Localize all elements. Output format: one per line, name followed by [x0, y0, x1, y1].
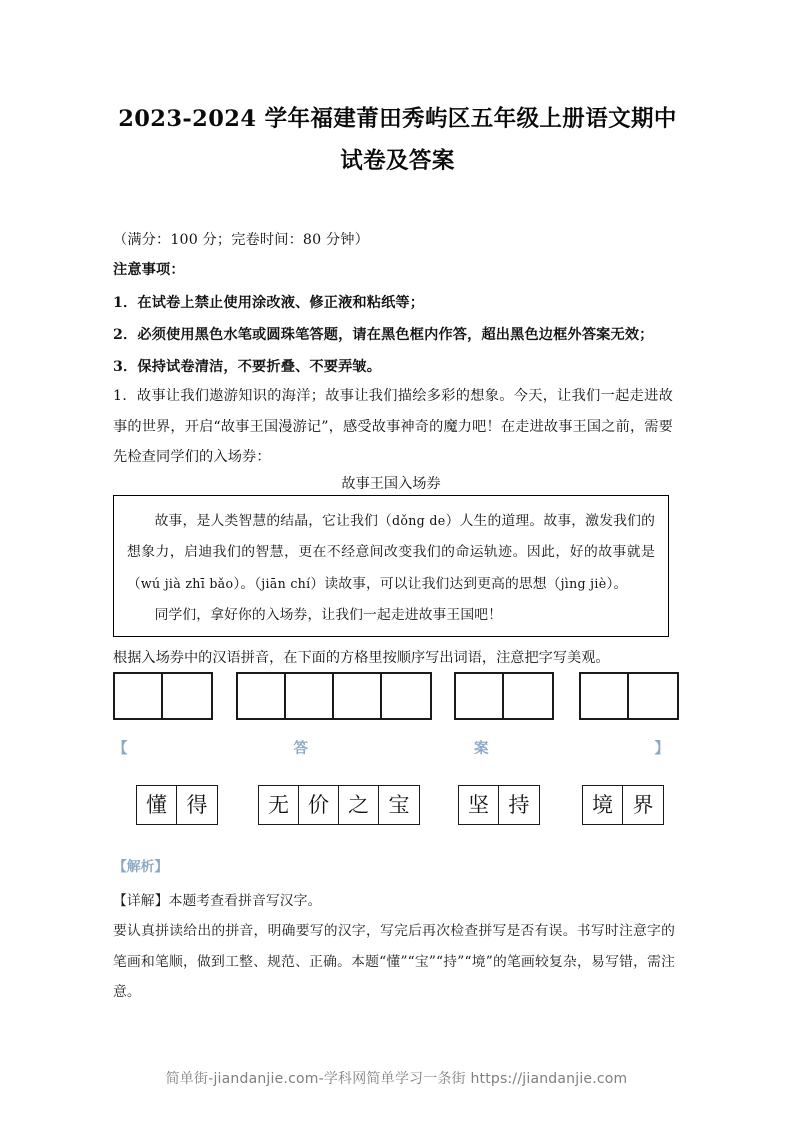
ticket-text-a: 故事，是人类智慧的结晶，它让我们（	[154, 513, 393, 529]
ticket-heading: 故事王国入场券	[341, 476, 441, 492]
blank-cell[interactable]	[286, 674, 334, 718]
ticket-paragraph-2: 同学们，拿好你的入场券，让我们一起走进故事王国吧！	[154, 607, 503, 623]
answer-label-char-2: 案	[474, 740, 489, 757]
answer-label-band	[113, 738, 669, 760]
answer-grid-row	[113, 785, 679, 825]
ticket-text-e: ）。	[606, 576, 628, 592]
ticket-text-c: ）。（	[233, 576, 262, 592]
notice-heading: 注意事项：	[113, 262, 185, 278]
answer-cell: 懂	[137, 786, 177, 824]
explanation-line-1: 【详解】本题考查看拼音写汉字。	[113, 893, 322, 909]
pinyin-jian-chi: jiān chí	[261, 576, 311, 591]
answer-bracket-left: 【	[113, 740, 128, 757]
notice-item-3: 3．保持试卷清洁，不要折叠、不要弄皱。	[113, 359, 382, 375]
answer-grid-group-1	[136, 785, 218, 825]
pinyin-jing-jie: jìng jiè	[560, 576, 607, 591]
blank-cell[interactable]	[238, 674, 286, 718]
answer-label-char-1: 答	[293, 740, 308, 757]
page-title: 2023-2024 学年福建莆田秀屿区五年级上册语文期中试卷及答案	[118, 106, 677, 174]
question-1-stem: 1．故事让我们遨游知识的海洋；故事让我们描绘多彩的想象。今天，让我们一起走进故事的世界，开启“故事王国漫游记”，感受故事神奇的魔力吧！在走进故事王国之前，需要先检查同学们的入场券：	[113, 388, 673, 465]
ticket-text-b: ）人生的道理。故事，激发我们的想象力，启迪我们的智慧，更在不经意间改变我们的命运轨迹。因此，好的故事就是（	[127, 513, 656, 592]
answer-cell: 价	[299, 786, 339, 824]
blank-cell[interactable]	[382, 674, 430, 718]
answer-grid-group-3	[458, 785, 540, 825]
blank-cell[interactable]	[629, 674, 677, 718]
blank-grid-group-2[interactable]	[236, 672, 432, 720]
answer-bracket-right: 】	[654, 740, 669, 757]
blank-cell[interactable]	[334, 674, 382, 718]
notice-item-1: 1．在试卷上禁止使用涂改液、修正液和粘纸等；	[113, 295, 425, 311]
pinyin-dong-de: dǒng de	[392, 513, 446, 528]
answer-grid-group-2	[258, 785, 420, 825]
explanation-heading: 【解析】	[113, 859, 169, 875]
answer-cell: 得	[186, 792, 208, 817]
answer-grid-group-4	[582, 785, 664, 825]
blank-grid-group-4[interactable]	[579, 672, 679, 720]
answer-cell: 无	[259, 786, 299, 824]
answer-cell: 持	[508, 792, 530, 817]
answer-cell: 界	[632, 792, 654, 817]
blank-cell[interactable]	[163, 674, 211, 718]
blank-cell[interactable]	[504, 674, 552, 718]
answer-cell: 之	[339, 786, 379, 824]
explanation-line-2: 要认真拼读给出的拼音，明确要写的汉字，写完后再次检查拼写是否有误。书写时注意字的笔画和笔顺，做到工整、规范、正确。本题“懂”“宝”“持”“境”的笔画较复杂，易写错，需注意。	[113, 923, 675, 1000]
answer-cell: 境	[583, 786, 623, 824]
blank-grid-row	[113, 672, 679, 720]
ticket-text-d: ）读故事，可以让我们达到更高的思想（	[310, 576, 561, 592]
blank-cell[interactable]	[581, 674, 629, 718]
blank-cell[interactable]	[115, 674, 163, 718]
blank-grid-group-1[interactable]	[113, 672, 213, 720]
score-time-line: （满分：100 分；完卷时间：80 分钟）	[113, 232, 369, 248]
ticket-paragraph-1	[127, 505, 655, 600]
grid-instruction: 根据入场券中的汉语拼音，在下面的方格里按顺序写出词语，注意把字写美观。	[113, 650, 610, 666]
footer-watermark: 简单街-jiandanjie.com-学科网简单学习一条街 https://jiandanjie.com	[165, 1071, 628, 1087]
ticket-box	[113, 495, 669, 637]
blank-grid-group-3[interactable]	[454, 672, 554, 720]
answer-cell: 坚	[459, 786, 499, 824]
answer-cell: 宝	[388, 792, 410, 817]
blank-cell[interactable]	[456, 674, 504, 718]
notice-item-2: 2．必须使用黑色水笔或圆珠笔答题，请在黑色框内作答，超出黑色边框外答案无效；	[113, 327, 654, 343]
pinyin-wu-jia-zhi-bao: wú jià zhī bǎo	[140, 576, 234, 591]
